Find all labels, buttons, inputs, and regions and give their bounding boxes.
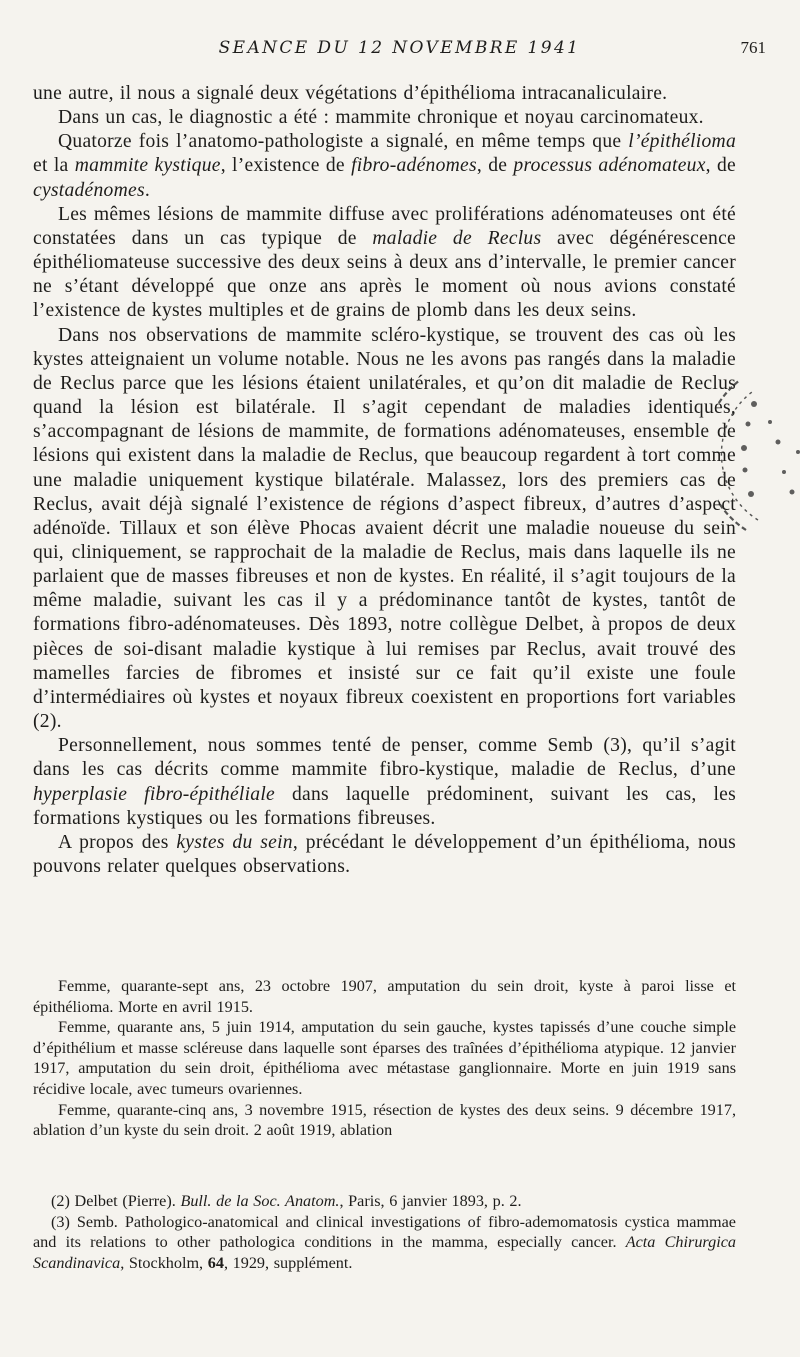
paragraph-continued: une autre, il nous a signalé deux végétations d’épithélioma intracanaliculaire. bbox=[33, 83, 668, 104]
term-kystes-du-sein: kystes du sein bbox=[176, 831, 293, 853]
term-fibro-adenomes: fibro-adénomes bbox=[351, 155, 477, 177]
volume-number: 64 bbox=[207, 1253, 224, 1272]
case-note: Femme, quarante-sept ans, 23 octobre 1907, amputation du sein droit, kyste à paroi lisse et épithélioma. Morte en avril 1915. bbox=[33, 977, 736, 1016]
case-note: Femme, quarante ans, 5 juin 1914, amputation du sein gauche, kystes tapissés d’une couche simple d’épithélium et masse scléreuse dans laquelle sont éparses des traînées d’épithélioma atypique. 12 janvier 1917, amputation du sein droit, épithélioma avec métastase ganglionnaire. Morte en juin 1919 sans récidive locale, avec tumeurs ovariennes. bbox=[33, 1018, 736, 1098]
paragraph-memes-lesions: Les mêmes lésions de mammite diffuse avec proliférations adénomateuses ont été constatées dans un cas typique de maladie de Reclus avec dégénérescence épithéliomateuse successive des deux seins à deux ans d’intervalle, le premier cancer ne s’étant développé que onze ans après le moment où nous avions constaté l’existence de kystes multiples et de grains de plomb dans les deux seins. bbox=[33, 203, 736, 322]
paragraph-quatorze: Quatorze fois l’anatomo-pathologiste a signalé, en même temps que l’épithélioma et la mammite kystique, l’existence de fibro-adénomes, de processus adénomateux, de cystadénomes. bbox=[33, 131, 737, 201]
term-processus-adenomateux: processus adénomateux bbox=[513, 155, 706, 177]
term-mammite-kystique: mammite kystique bbox=[74, 155, 221, 177]
paragraph-observations: Dans nos observations de mammite scléro-kystique, se trouvent des cas où les kystes atteignaient un volume notable. Nous ne les avons pas rangés dans la maladie de Reclus parce que les lésions étaient unilatérales, et qu’on dit maladie de Reclus quand la lésion est bilatérale. Il s’agit cependant de maladies identiques, s’accompagnant de lésions de mammite, de formations adénomateuses, ensemble de lésions qui existent dans la maladie de Reclus, que beaucoup regardent à tort comme une maladie uniquement kystique bilatérale. Malassez, lors des premiers cas de Reclus, avait déjà signalé l’existence de régions d’aspect fibreux, d’autres d’aspect adénoïde. Tillaux et son élève Phocas avaient décrit une maladie noueuse du sein qui, cliniquement, se rapprochait de la maladie de Reclus, mais dans laquelle ils ne parlaient que de masses fibreuses et non de kystes. En réalité, il s’agit toujours de la même maladie, suivant les cas il y a prédominance tantôt de kystes, tantôt de formations fibro-adénomateuses. Dès 1893, notre collègue Delbet, à propos de deux pièces de soi-disant maladie kystique à lui remises par Reclus, avait trouvé des mamelles farcies de fibromes et insisté sur ce fait qu’il existe une foule d’intermédiaires où kystes et noyaux fibreux coexistent en proportions fort variables (2). bbox=[33, 324, 736, 733]
page-number: 761 bbox=[740, 38, 766, 57]
running-head: SEANCE DU 12 NOVEMBRE 1941 bbox=[218, 38, 581, 58]
footnote-3: (3) Semb. Pathologico-anatomical and clinical investigations of fibro-ademomatosis cystica mammae and its relations to other pathologica conditions in the mamma, especially cancer. Acta Chirurgica Scandinavica, Stockholm, 64, 1929, supplément. bbox=[33, 1212, 736, 1272]
term-maladie-de-reclus: maladie de Reclus bbox=[372, 227, 542, 249]
journal-title: Bull. de la Soc. Anatom. bbox=[180, 1192, 340, 1210]
term-epithelioma: l’épithélioma bbox=[628, 131, 736, 153]
library-stamp-icon bbox=[718, 352, 800, 552]
footnote-2: (2) Delbet (Pierre). Bull. de la Soc. Anatom., Paris, 6 janvier 1893, p. 2. bbox=[51, 1192, 522, 1210]
main-text bbox=[33, 82, 736, 879]
case-notes bbox=[33, 976, 736, 1141]
paragraph-personnellement: Personnellement, nous sommes tenté de penser, comme Semb (3), qu’il s’agit dans les cas décrits comme mammite fibro-kystique, maladie de Reclus, d’une hyperplasie fibro-épithéliale dans laquelle prédominent, suivant les cas, les formations kystiques ou les formations fibreuses. bbox=[33, 735, 736, 829]
journal-title: Acta Chirurgica Scandinavica bbox=[33, 1233, 736, 1272]
case-note: Femme, quarante-cinq ans, 3 novembre 1915, résection de kystes des deux seins. 9 décembre 1917, ablation d’un kyste du sein droit. 2 août 1919, ablation bbox=[33, 1100, 736, 1140]
page-header bbox=[33, 38, 766, 64]
paragraph-diagnostic: Dans un cas, le diagnostic a été : mammite chronique et noyau carcinomateux. bbox=[58, 107, 704, 129]
footnotes bbox=[33, 1191, 736, 1273]
paragraph-kystes-du-sein: A propos des kystes du sein, précédant le développement d’un épithélioma, nous pouvons relater quelques observations. bbox=[33, 831, 736, 877]
term-hyperplasie: hyperplasie fibro-épithéliale bbox=[33, 783, 275, 805]
term-cystadenomes: cystadénomes bbox=[33, 179, 145, 201]
